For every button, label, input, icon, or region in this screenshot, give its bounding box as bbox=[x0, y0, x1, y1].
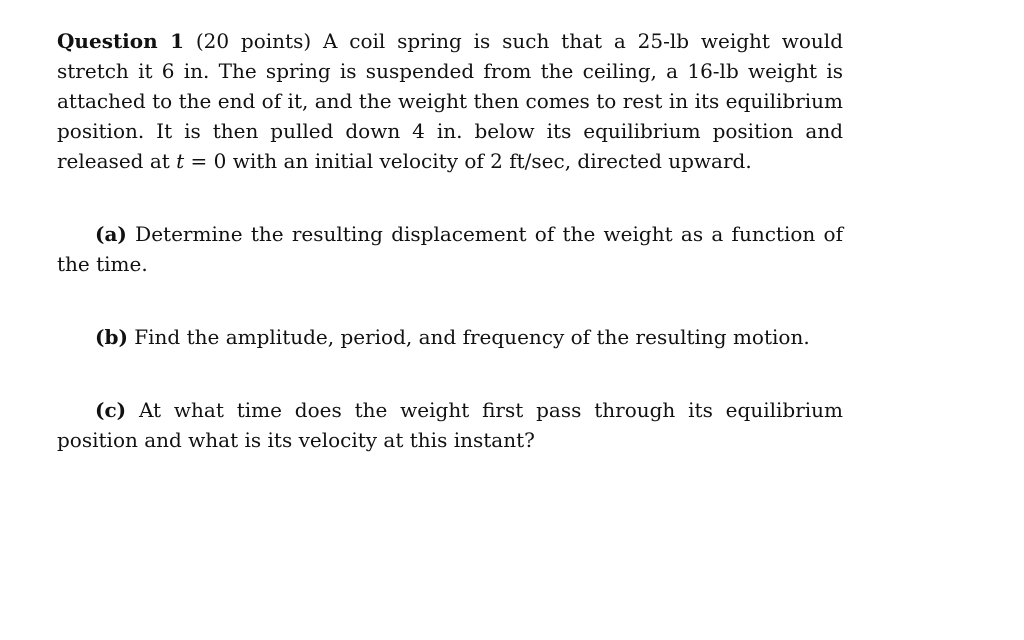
part-a-text: Determine the resulting displacement of the weight as a function of the time. bbox=[57, 222, 844, 276]
question-heading: Question 1 bbox=[57, 29, 185, 53]
math-variable-t: t bbox=[176, 149, 185, 173]
question-statement bbox=[57, 26, 843, 176]
part-b-text: Find the amplitude, period, and frequency of the resulting motion. bbox=[134, 325, 810, 349]
question-points: (20 points) bbox=[195, 29, 312, 53]
question-text-part2: = 0 with an initial velocity of 2 ft/sec, directed upward. bbox=[184, 149, 752, 173]
part-c-label: (c) bbox=[95, 398, 127, 422]
part-c-text: At what time does the weight first pass through its equilibrium position and what is its velocity at this instant? bbox=[57, 398, 844, 452]
part-c bbox=[57, 395, 843, 455]
part-a-label: (a) bbox=[95, 222, 127, 246]
part-a bbox=[57, 219, 843, 279]
question-document bbox=[57, 26, 843, 455]
part-b bbox=[57, 322, 843, 352]
question-text-part1: A coil spring is such that a 25-lb weight would stretch it 6 in. The spring is suspended from the ceiling, a 16-lb weight is attached to the end of it, and the weight then comes to rest in its equilibrium position. It is then pulled down 4 in. below its equilibrium position and released at bbox=[57, 29, 844, 173]
part-b-label: (b) bbox=[95, 325, 128, 349]
